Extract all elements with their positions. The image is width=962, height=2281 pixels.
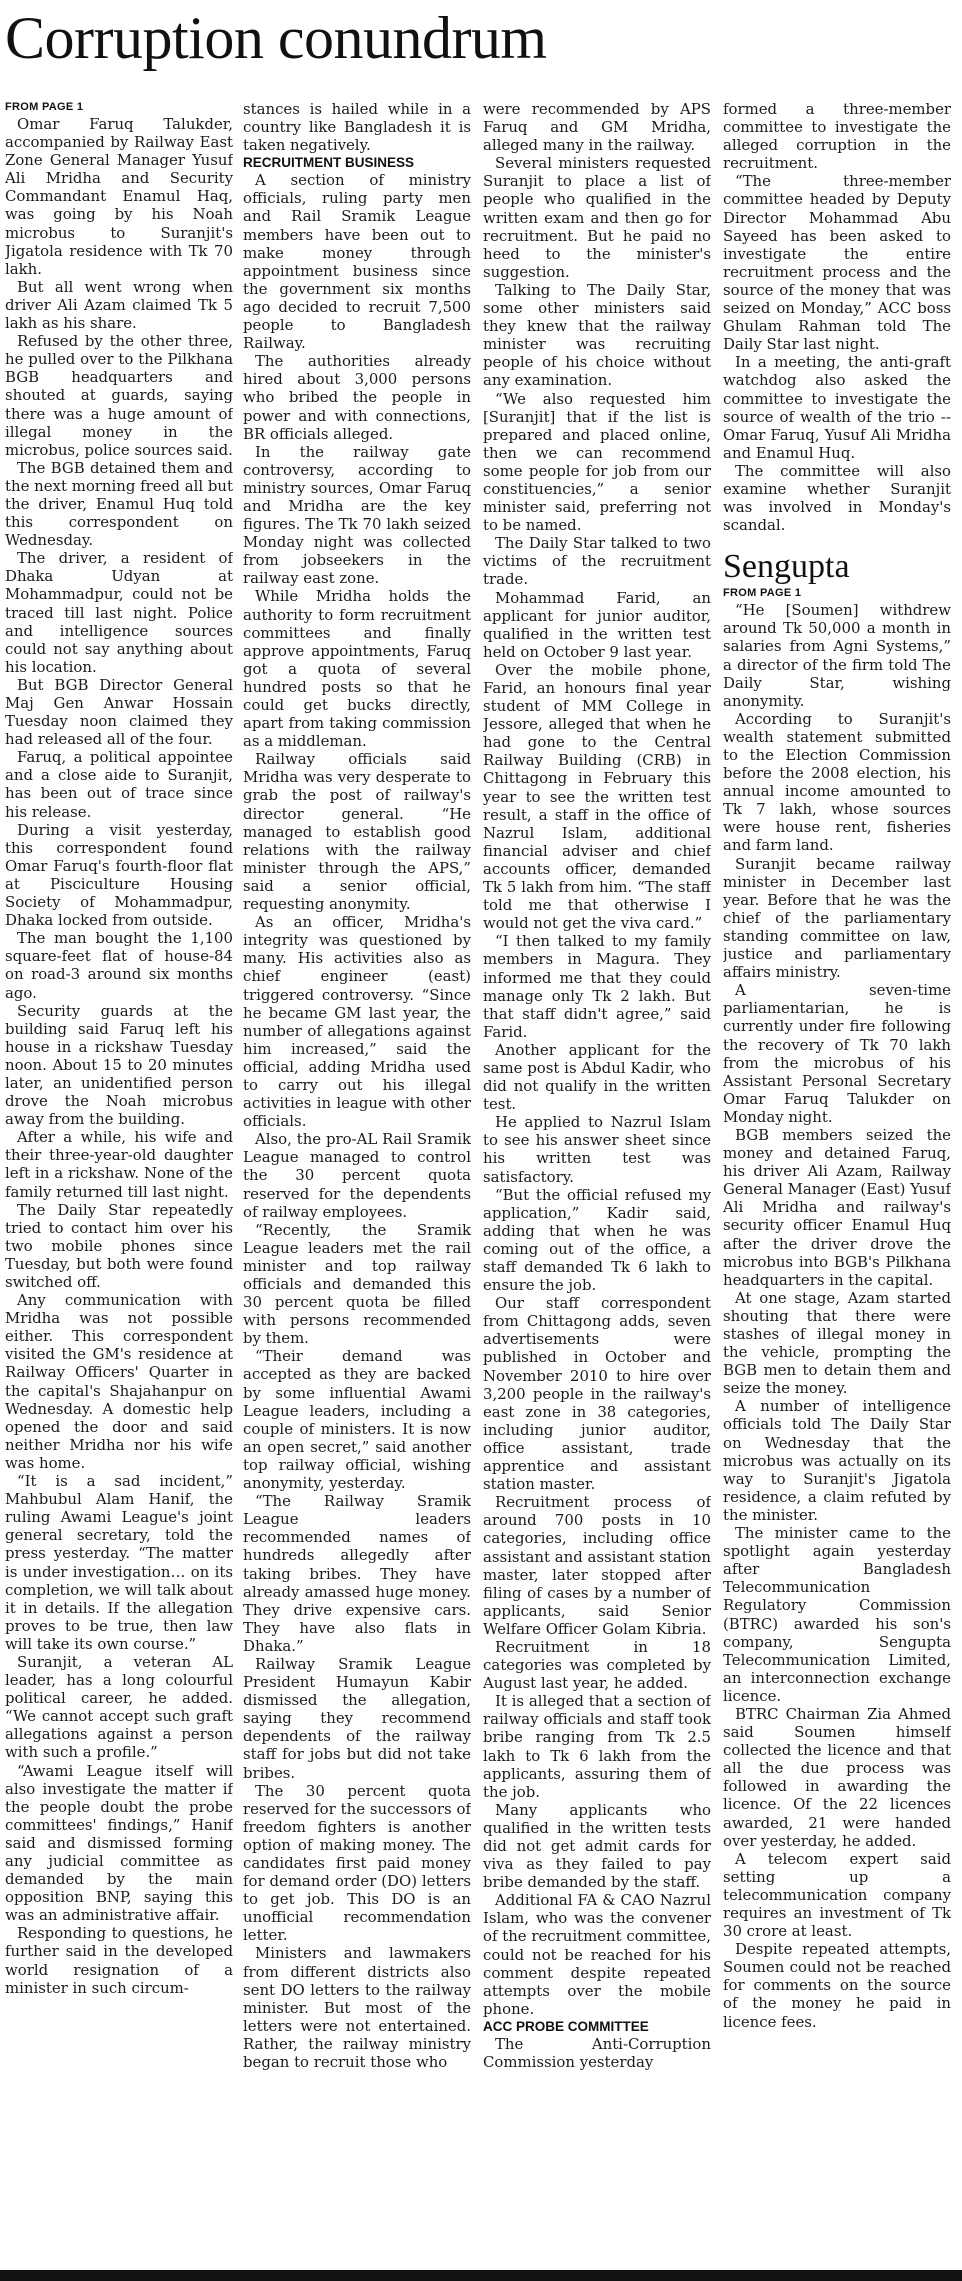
paragraph: “I then talked to my family members in Magura. They informed me that they could manage only Tk 2 lakh. But that staff didn't agree,” said Farid. [483,932,711,1041]
paragraph: “Awami League itself will also investigate the matter if the people doubt the probe committees' findings,” Hanif said and dismissed forming any judicial committee as demanded by the main opposition BNP, saying this was an administrative affair. [5,1761,233,1925]
paragraph: The Anti-Corruption Commission yesterday [483,2034,711,2072]
paragraph: The 30 percent quota reserved for the successors of freedom fighters is another option of making money. The candidates first paid money for demand order (DO) letters to get job. This DO is an unofficial recommendation letter. [243,1781,471,1945]
paragraph: A seven-time parliamentarian, he is currently under fire following the recovery of Tk 70 lakh from the microbus of his Assistant Personal Secretary Omar Faruq Talukder on Monday night. [723,981,951,1126]
paragraph: It is alleged that a section of railway officials and staff took bribe ranging from Tk 2.5 lakh to Tk 6 lakh from the applicants, assuring them of the job. [483,1692,711,1801]
paragraph: Ministers and lawmakers from different districts also sent DO letters to the railway minister. But most of the letters were not entertained. Rather, the railway ministry began to recruit those who [243,1944,471,2072]
paragraph: In the railway gate controversy, according to ministry sources, Omar Faruq and Mridha are the key figures. The Tk 70 lakh seized Monday night was collected from jobseekers in the railway east zone. [243,442,471,588]
paragraph: Additional FA & CAO Nazrul Islam, who was the convener of the recruitment committee, could not be reached for his comment despite repeated attempts over the mobile phone. [483,1891,711,2018]
paragraph: Omar Faruq Talukder, accompanied by Railway East Zone General Manager Yusuf Ali Mridha and Security Commandant Enamul Haq, was going by his Noah microbus to Suranjit's Jigatola residence with Tk 70 lakh. [5,115,233,278]
column-2 [243,100,471,2272]
sengupta-body [723,601,951,2030]
paragraph: Many applicants who qualified in the written tests did not get admit cards for viva as they failed to pay bribe demanded by the staff. [483,1800,711,1892]
paragraph: Also, the pro-AL Rail Sramik League managed to control the 30 percent quota reserved for the dependents of railway employees. [243,1130,471,1221]
paragraph: Suranjit became railway minister in December last year. Before that he was the chief of the parliamentary standing committee on law, justice and parliamentary affairs ministry. [723,854,951,982]
paragraph: “Their demand was accepted as they are backed by some influential Awami League leaders, including a couple of ministers. It is now an open secret,” said another top railway official, wishing anonymity, yesterday. [243,1347,471,1493]
paragraph: “Recently, the Sramik League leaders met the rail minister and top railway officials and demanded this 30 percent quota be filled with persons recommended by them. [243,1220,471,1348]
paragraph: In a meeting, the anti-graft watchdog also asked the committee to investigate the source of wealth of the trio -- Omar Faruq, Yusuf Ali Mridha and Enamul Huq. [723,353,951,462]
col2-body [243,171,471,2071]
paragraph: According to Suranjit's wealth statement submitted to the Election Commission before the 2008 election, his annual income amounted to Tk 7 lakh, whose sources were house rent, fisheries and farm land. [723,709,951,855]
paragraph: Our staff correspondent from Chittagong adds, seven advertisements were published in October and November 2010 to hire over 3,200 people in the railway's east zone in 38 categories, including junior auditor, office assistant, trade apprentice and assistant station master. [483,1294,711,1494]
paragraph: Recruitment process of around 700 posts in 10 categories, including office assistant and assistant station master, later stopped after filing of cases by a number of applicants, said Senior Welfare Officer Golam Kibria. [483,1493,711,1638]
paragraph: The BGB detained them and the next morning freed all but the driver, Enamul Huq told this correspondent on Wednesday. [5,458,233,550]
paragraph: Talking to The Daily Star, some other ministers said they knew that the railway minister was recruiting people of his choice without any examination. [483,280,711,390]
col2-lead: stances is hailed while in a country like Bangladesh it is taken negatively. [243,100,471,155]
paragraph: “It is a sad incident,” Mahbubul Alam Hanif, the ruling Awami League's joint general secretary, told the press yesterday. “The matter is under investigation… on its completion, we will talk about it in details. If the allegation proves to be true, then law will take its own course.” [5,1472,233,1653]
col3-lead: were recommended by APS Faruq and GM Mridha, alleged many in the railway. [483,100,711,155]
paragraph: At one stage, Azam started shouting that there were stashes of illegal money in the vehicle, prompting the BGB men to detain them and seize the money. [723,1288,951,1398]
paragraph: Refused by the other three, he pulled over to the Pilkhana BGB headquarters and shouted at guards, saying there was a huge amount of illegal money in the microbus, police sources said. [5,332,233,459]
paragraph: Responding to questions, he further said in the developed world resignation of a minister in such circum- [5,1924,233,1997]
paragraph: The Daily Star repeatedly tried to contact him over his two mobile phones since Tuesday, but both were found switched off. [5,1200,233,1291]
paragraph: Mohammad Farid, an applicant for junior auditor, qualified in the written test held on October 9 last year. [483,588,711,661]
column-1 [5,100,233,2272]
paragraph: Despite repeated attempts, Soumen could not be reached for comments on the source of the money he paid in licence fees. [723,1940,951,2031]
paragraph: The authorities already hired about 3,000 persons who bribed the people in power and with connections, BR officials alleged. [243,352,471,443]
paragraph: Suranjit, a veteran AL leader, has a long colourful political career, he added. “We cannot accept such graft allegations against a person with such a profile.” [5,1652,233,1762]
subhead-recruitment-business: RECRUITMENT BUSINESS [243,155,415,171]
paragraph: But all went wrong when driver Ali Azam claimed Tk 5 lakh as his share. [5,277,233,333]
col3-tail [483,2035,711,2071]
paragraph: Railway officials said Mridha was very desperate to grab the post of railway's director general. “He managed to establish good relations with the railway minister through the APS,” said a senior official, requesting anonymity. [243,750,471,914]
paragraph: A number of intelligence officials told The Daily Star on Wednesday that the microbus was actually on its way to Suranjit's Jigatola residence, a claim refuted by the minister. [723,1397,951,1524]
bottom-rule [0,2270,962,2281]
paragraph: During a visit yesterday, this correspondent found Omar Faruq's fourth-floor flat at Pisciculture Housing Society of Mohammadpur, Dhaka locked from outside. [5,820,233,930]
sengupta-headline: Sengupta [723,548,850,586]
paragraph: After a while, his wife and their three-year-old daughter left in a rickshaw. None of the family returned till last night. [5,1128,233,1201]
column-4 [723,100,951,2272]
col1-body [5,115,233,1997]
paragraph: Faruq, a political appointee and a close aide to Suranjit, has been out of trace since his release. [5,748,233,821]
paragraph: The driver, a resident of Dhaka Udyan at Mohammadpur, could not be traced till last night. Police and intelligence sources could not say anything about his location. [5,549,233,676]
paragraph: A telecom expert said setting up a telecommunication company requires an investment of Tk 30 crore at least. [723,1849,951,1941]
paragraph: The minister came to the spotlight again yesterday after Bangladesh Telecommunication Regulatory Commission (BTRC) awarded his son's company, Sengupta Telecommunication Limited, an interconnection exchange licence. [723,1524,951,1705]
column-3 [483,100,711,2272]
paragraph: Any communication with Mridha was not possible either. This correspondent visited the GM's residence at Railway Officers' Quarter in the capital's Shajahanpur on Wednesday. A domestic help opened the door and said neither Mridha nor his wife was home. [5,1291,233,1472]
headline: Corruption conundrum [5,5,547,71]
paragraph: The man bought the 1,100 square-feet flat of house-84 on road-3 around six months ago. [5,929,233,1002]
paragraph: Another applicant for the same post is Abdul Kadir, who did not qualify in the written test. [483,1040,711,1114]
paragraph: While Mridha holds the authority to form recruitment committees and finally approve appointments, Faruq got a quota of several hundred posts so that he could get bucks directly, apart from taking commission as a middleman. [243,587,471,751]
paragraph: As an officer, Mridha's integrity was questioned by many. His activities also as chief engineer (east) triggered controversy. “Since he became GM last year, the number of allegations against him increased,” said the official, adding Mridha used to carry out his illegal activities in league with other officials. [243,913,471,1131]
paragraph: Security guards at the building said Faruq left his house in a rickshaw Tuesday noon. About 15 to 20 minutes later, an unidentified person drove the Noah microbus away from the building. [5,1001,233,1129]
paragraph: “We also requested him [Suranjit] that if the list is prepared and placed online, then we can recommend some people for job from our constituencies,” a senior minister said, preferring not to be named. [483,389,711,535]
col3-body [483,154,711,2018]
paragraph: He applied to Nazrul Islam to see his answer sheet since his written test was satisfactory. [483,1113,711,1186]
paragraph: But BGB Director General Maj Gen Anwar Hossain Tuesday noon claimed they had released all of the four. [5,675,233,749]
paragraph: The committee will also examine whether Suranjit was involved in Monday's scandal. [723,461,951,535]
paragraph: BGB members seized the money and detained Faruq, his driver Ali Azam, Railway General Manager (East) Yusuf Ali Mridha and railway's security officer Enamul Huq after the driver drove the microbus into BGB's Pilkhana headquarters in the capital. [723,1125,951,1289]
paragraph: “He [Soumen] withdrew around Tk 50,000 a month in salaries from Agni Systems,” a director of the firm told The Daily Star, wishing anonymity. [723,601,951,710]
paragraph: “But the official refused my application,” Kadir said, adding that when he was coming out of the office, a staff demanded Tk 6 lakh to ensure the job. [483,1185,711,1295]
col4-lead: formed a three-member committee to investigate the alleged corruption in the recruitment. [723,100,951,173]
paragraph: The Daily Star talked to two victims of the recruitment trade. [483,534,711,589]
paragraph: BTRC Chairman Zia Ahmed said Soumen himself collected the licence and that all the due process was followed in awarding the licence. Of the 22 licences awarded, 21 were handed over yesterday, he added. [723,1704,951,1850]
paragraph: A section of ministry officials, ruling party men and Rail Sramik League members have been out to make money through appointment business since the government six months ago decided to recruit 7,500 people to Bangladesh Railway. [243,171,471,353]
paragraph: Recruitment in 18 categories was completed by August last year, he added. [483,1637,711,1693]
from-page-tag: FROM PAGE 1 [5,101,84,113]
sengupta-from-page-tag: FROM PAGE 1 [723,587,802,600]
paragraph: Railway Sramik League President Humayun Kabir dismissed the allegation, saying they recommend dependents of the railway staff for jobs but did not take bribes. [243,1654,471,1782]
paragraph: Over the mobile phone, Farid, an honours final year student of MM College in Jessore, alleged that when he had gone to the Central Railway Building (CRB) in Chittagong in February this year to see the written test result, a staff in the office of Nazrul Islam, additional financial adviser and chief accounts officer, demanded Tk 5 lakh from him. “The staff told me that otherwise I would not get the viva card.” [483,660,711,933]
subhead-acc-probe-committee: ACC PROBE COMMITTEE [483,2018,649,2034]
col4-body [723,172,951,534]
paragraph: “The three-member committee headed by Deputy Director Mohammad Abu Sayeed has been asked to investigate the entire recruitment process and the source of the money that was seized on Monday,” ACC boss Ghulam Rahman told The Daily Star last night. [723,172,951,354]
paragraph: Several ministers requested Suranjit to place a list of people who qualified in the written exam and then go for recruitment. But he paid no heed to the minister's suggestion. [483,154,711,281]
paragraph: “The Railway Sramik League leaders recommended names of hundreds allegedly after taking bribes. They have already amassed huge money. They drive expensive cars. They have also flats in Dhaka.” [243,1492,471,1655]
